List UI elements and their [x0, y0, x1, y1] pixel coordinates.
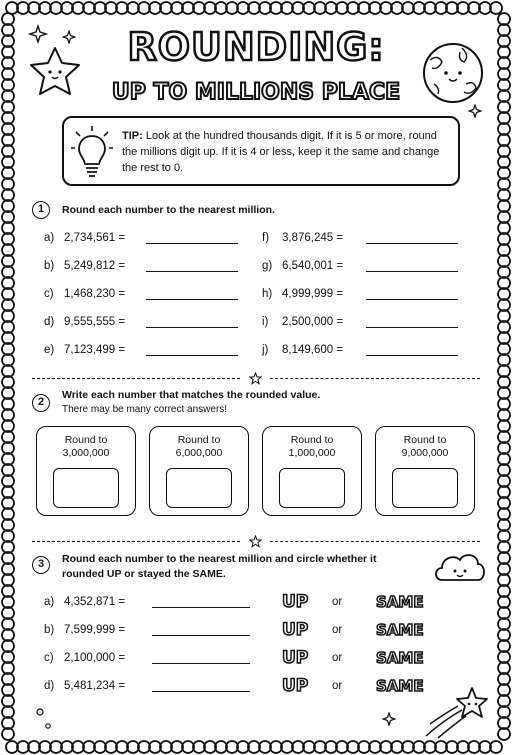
same-option[interactable]: SAME: [376, 677, 424, 695]
smiling-cloud-icon: [432, 546, 488, 586]
item-letter: e): [44, 344, 55, 356]
section-3-instruction-line1: Round each number to the nearest million and circle whether it: [62, 553, 377, 565]
section-3-instruction-line2: rounded UP or stayed the SAME.: [62, 568, 226, 580]
round-to-label: Round to: [403, 434, 447, 446]
tip-label: TIP:: [122, 130, 143, 142]
item-number: 5,481,234 =: [64, 680, 126, 692]
answer-line[interactable]: [152, 635, 250, 636]
answer-line[interactable]: [146, 299, 238, 300]
answer-line[interactable]: [366, 327, 458, 328]
round-to-label: Round to: [64, 434, 108, 446]
tip-body: Look at the hundred thousands digit. If it is 5 or more, round the millions digit up. If it is 4 or less, keep it the same and change the rest to 0.: [122, 130, 440, 174]
item-letter: a): [44, 596, 55, 608]
item-letter: b): [44, 624, 55, 636]
answer-line[interactable]: [366, 299, 458, 300]
answer-line[interactable]: [152, 607, 250, 608]
answer-line[interactable]: [146, 243, 238, 244]
sparkle-icon: [468, 104, 482, 118]
item-number: 4,352,871 =: [64, 596, 126, 608]
section-3-badge: 3: [32, 556, 50, 574]
same-option[interactable]: SAME: [376, 593, 424, 611]
page-title: ROUNDING:: [127, 25, 385, 69]
answer-line[interactable]: [366, 271, 458, 272]
answer-box[interactable]: [166, 468, 232, 508]
section-2-subtext: There may be many correct answers!: [62, 404, 228, 415]
sparkle-icon: [382, 712, 396, 726]
item-number: 9,555,555 =: [64, 316, 126, 328]
item-letter: d): [44, 316, 55, 328]
or-text: or: [332, 596, 343, 608]
answer-box[interactable]: [392, 468, 458, 508]
divider: [32, 541, 240, 542]
round-to-label: Round to: [290, 434, 334, 446]
sparkle-icon: [62, 30, 76, 44]
star-divider-icon: [249, 535, 262, 548]
round-to-label: Round to: [177, 434, 221, 446]
item-letter: b): [44, 260, 55, 272]
or-text: or: [332, 652, 343, 664]
item-number: 2,734,561 =: [64, 232, 126, 244]
item-number: 2,500,000 =: [282, 316, 344, 328]
item-number: 5,249,812 =: [64, 260, 126, 272]
smiling-star-icon: [26, 44, 84, 100]
same-option[interactable]: SAME: [376, 621, 424, 639]
answer-line[interactable]: [152, 691, 250, 692]
page-subtitle: UP TO MILLIONS PLACE: [111, 80, 401, 105]
item-number: 4,999,999 =: [282, 288, 344, 300]
item-number: 3,876,245 =: [282, 232, 344, 244]
answer-line[interactable]: [366, 243, 458, 244]
divider: [32, 378, 240, 379]
item-letter: f): [262, 232, 270, 244]
answer-line[interactable]: [146, 271, 238, 272]
star-divider-icon: [249, 372, 262, 385]
section-1-instruction: Round each number to the nearest million.: [62, 204, 275, 216]
up-option[interactable]: UP: [282, 676, 309, 696]
item-number: 2,100,000 =: [64, 652, 126, 664]
sparkle-icon: [28, 24, 48, 44]
answer-line[interactable]: [146, 355, 238, 356]
section-1-badge: 1: [32, 201, 50, 219]
lightbulb-icon: [70, 124, 114, 180]
round-to-value: 6,000,000: [175, 447, 223, 459]
item-number: 8,149,600 =: [282, 344, 344, 356]
dots-decoration: [34, 706, 56, 732]
answer-box[interactable]: [53, 468, 119, 508]
or-text: or: [332, 624, 343, 636]
item-letter: a): [44, 232, 55, 244]
item-number: 6,540,001 =: [282, 260, 344, 272]
answer-line[interactable]: [366, 355, 458, 356]
item-letter: c): [44, 288, 54, 300]
answer-line[interactable]: [152, 663, 250, 664]
divider: [270, 378, 480, 379]
divider: [270, 541, 480, 542]
tip-text: [122, 128, 452, 176]
item-letter: h): [262, 288, 273, 300]
item-number: 1,468,230 =: [64, 288, 126, 300]
shooting-star-icon: [422, 680, 494, 740]
up-option[interactable]: UP: [282, 620, 309, 640]
up-option[interactable]: UP: [282, 648, 309, 668]
item-number: 7,599,999 =: [64, 624, 126, 636]
item-letter: i): [262, 316, 269, 328]
round-to-value: 3,000,000: [62, 447, 110, 459]
same-option[interactable]: SAME: [376, 649, 424, 667]
round-to-value: 1,000,000: [288, 447, 336, 459]
item-letter: d): [44, 680, 55, 692]
section-2-instruction: Write each number that matches the rounded value.: [62, 389, 321, 401]
item-letter: g): [262, 260, 273, 272]
item-number: 7,123,499 =: [64, 344, 126, 356]
section-2-badge: 2: [32, 394, 50, 412]
item-letter: j): [262, 344, 269, 356]
item-letter: c): [44, 652, 54, 664]
answer-box[interactable]: [279, 468, 345, 508]
or-text: or: [332, 680, 343, 692]
smiling-globe-icon: [420, 40, 486, 106]
up-option[interactable]: UP: [282, 592, 309, 612]
answer-line[interactable]: [146, 327, 238, 328]
round-to-value: 9,000,000: [401, 447, 449, 459]
